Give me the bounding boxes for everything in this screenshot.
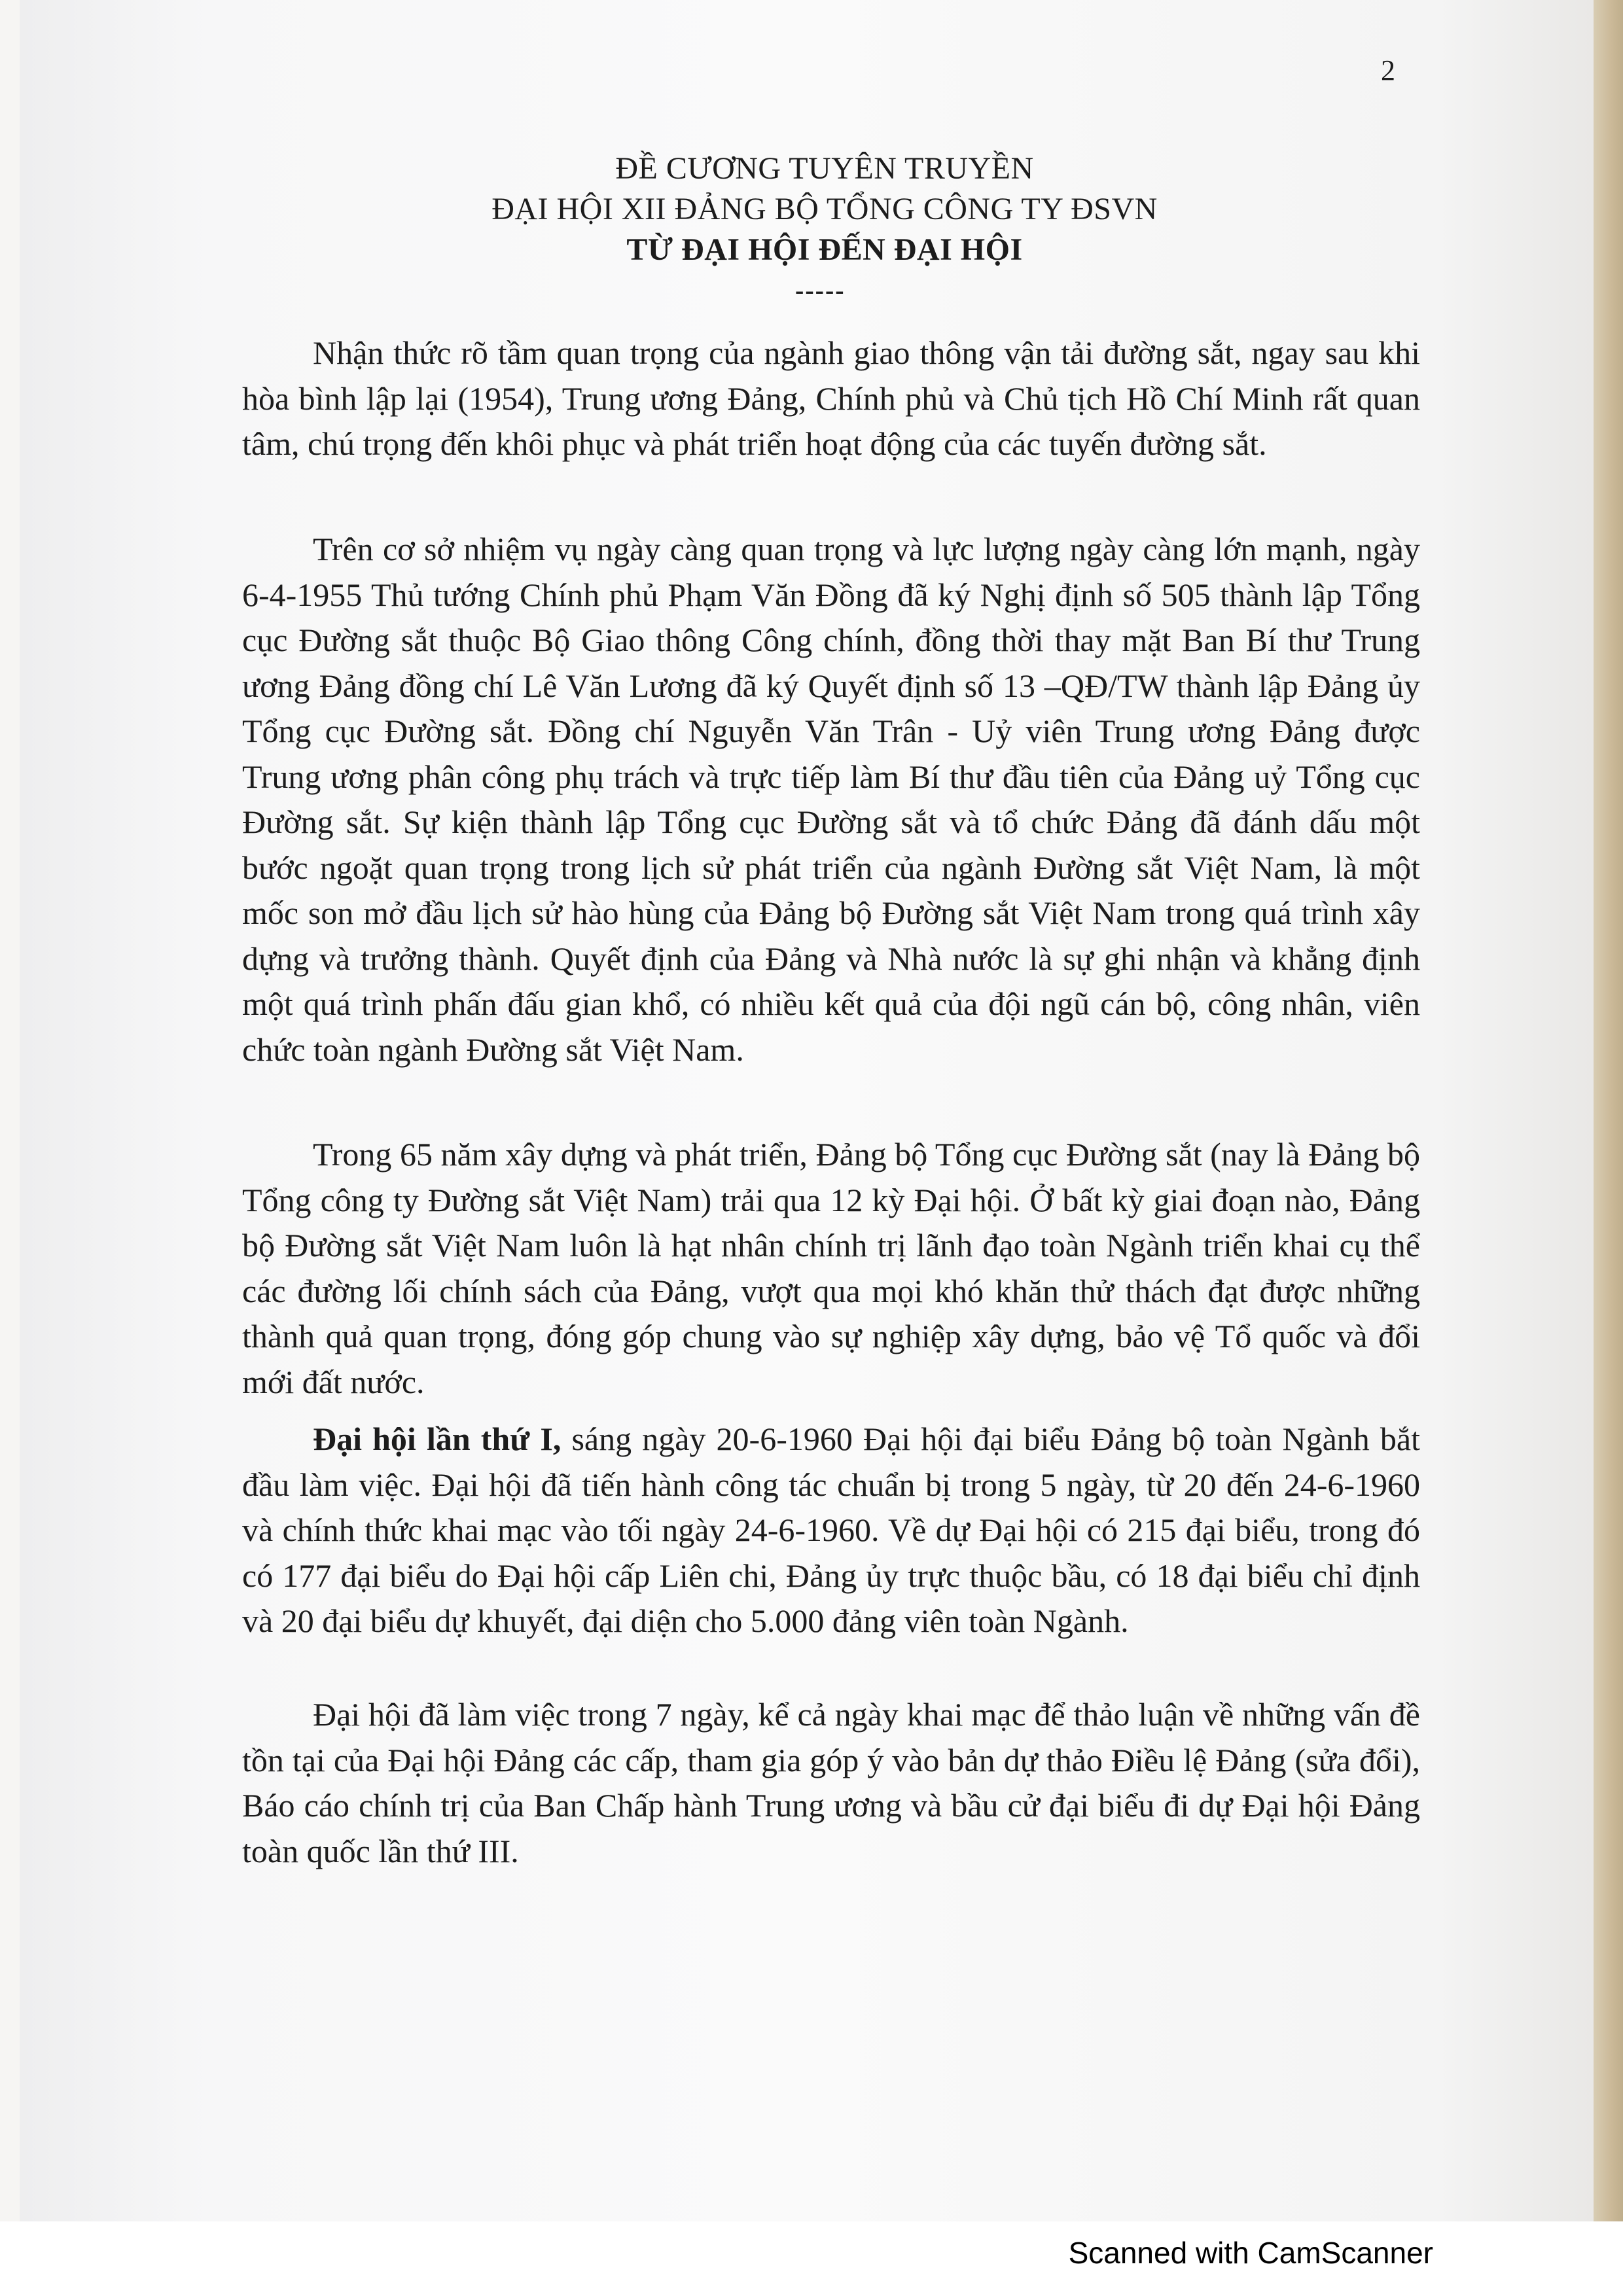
paragraph-5: Đại hội đã làm việc trong 7 ngày, kể cả ngày khai mạc để thảo luận về những vấn đề tồn tại của Đại hội Đảng các cấp, tham gia góp ý vào bản dự thảo Điều lệ Đảng (sửa đổi), Báo cáo chính trị của Ban Chấp hành Trung ương và bầu cử đại biểu đi dự Đại hội Đảng toàn quốc lần thứ III. [242,1696,1420,1869]
title-separator: ----- [795,275,846,305]
paragraph-4-text: sáng ngày 20-6-1960 Đại hội đại biểu Đảng bộ toàn Ngành bắt đầu làm việc. Đại hội đã tiến hành công tác chuẩn bị trong 5 ngày, từ 20 đến 24-6-1960 và chính thức khai mạc vào tối ngày 24-6-1960. Về dự Đại hội có 215 đại biểu, trong đó có 177 đại biểu do Đại hội cấp Liên chi, Đảng ủy trực thuộc bầu, có 18 đại biểu chỉ định và 20 đại biểu dự khuyết, đại diện cho 5.000 đảng viên toàn Ngành. [242,1421,1420,1639]
page-number: 2 [1381,54,1395,86]
paragraph-2: Trên cơ sở nhiệm vụ ngày càng quan trọng và lực lượng ngày càng lớn mạnh, ngày 6-4-1955 Thủ tướng Chính phủ Phạm Văn Đồng đã ký Nghị định số 505 thành lập Tổng cục Đường sắt thuộc Bộ Giao thông Công chính, đồng thời thay mặt Ban Bí thư Trung ương Đảng đồng chí Lê Văn Lương đã ký Quyết định số 13 –QĐ/TW thành lập Đảng ủy Tổng cục Đường sắt. Đồng chí Nguyễn Văn Trân - Uỷ viên Trung ương Đảng được Trung ương phân công phụ trách và trực tiếp làm Bí thư đầu tiên của Đảng uỷ Tổng cục Đường sắt. Sự kiện thành lập Tổng cục Đường sắt và tổ chức Đảng đã đánh dấu một bước ngoặt quan trọng trong lịch sử phát triển của ngành Đường sắt Việt Nam, là một mốc son mở đầu lịch sử hào hùng của Đảng bộ Đường sắt Việt Nam trong quá trình xây dựng và trưởng thành. Quyết định của Đảng và Nhà nước là sự ghi nhận và khẳng định một quá trình phấn đấu gian khổ, có nhiều kết quả của đội ngũ cán bộ, công nhân, viên chức toàn ngành Đường sắt Việt Nam. [242,531,1420,1068]
paragraph-4 [242,1417,1420,1644]
paragraph-3: Trong 65 năm xây dựng và phát triển, Đảng bộ Tổng cục Đường sắt (nay là Đảng bộ Tổng công ty Đường sắt Việt Nam) trải qua 12 kỳ Đại hội. Ở bất kỳ giai đoạn nào, Đảng bộ Đường sắt Việt Nam luôn là hạt nhân chính trị lãnh đạo toàn Ngành triển khai cụ thể các đường lối chính sách của Đảng, vượt qua mọi khó khăn thử thách đạt được những thành quả quan trọng, đóng góp chung vào sự nghiệp xây dựng, bảo vệ Tổ quốc và đổi mới đất nước. [242,1136,1420,1400]
title-line-2: ĐẠI HỘI XII ĐẢNG BỘ TỔNG CÔNG TY ĐSVN [491,192,1158,226]
scanner-watermark: Scanned with CamScanner [1068,2236,1433,2270]
paragraph-1: Nhận thức rõ tầm quan trọng của ngành giao thông vận tải đường sắt, ngay sau khi hòa bình lập lại (1954), Trung ương Đảng, Chính phủ và Chủ tịch Hồ Chí Minh rất quan tâm, chú trọng đến khôi phục và phát triển hoạt động của các tuyến đường sắt. [242,334,1420,462]
paragraph-4-lead: Đại hội lần thứ I, [313,1421,562,1457]
page-edge-shadow [1594,0,1623,2221]
title-line-3: TỪ ĐẠI HỘI ĐẾN ĐẠI HỘI [626,232,1023,267]
title-line-1: ĐỀ CƯƠNG TUYÊN TRUYỀN [615,151,1034,186]
